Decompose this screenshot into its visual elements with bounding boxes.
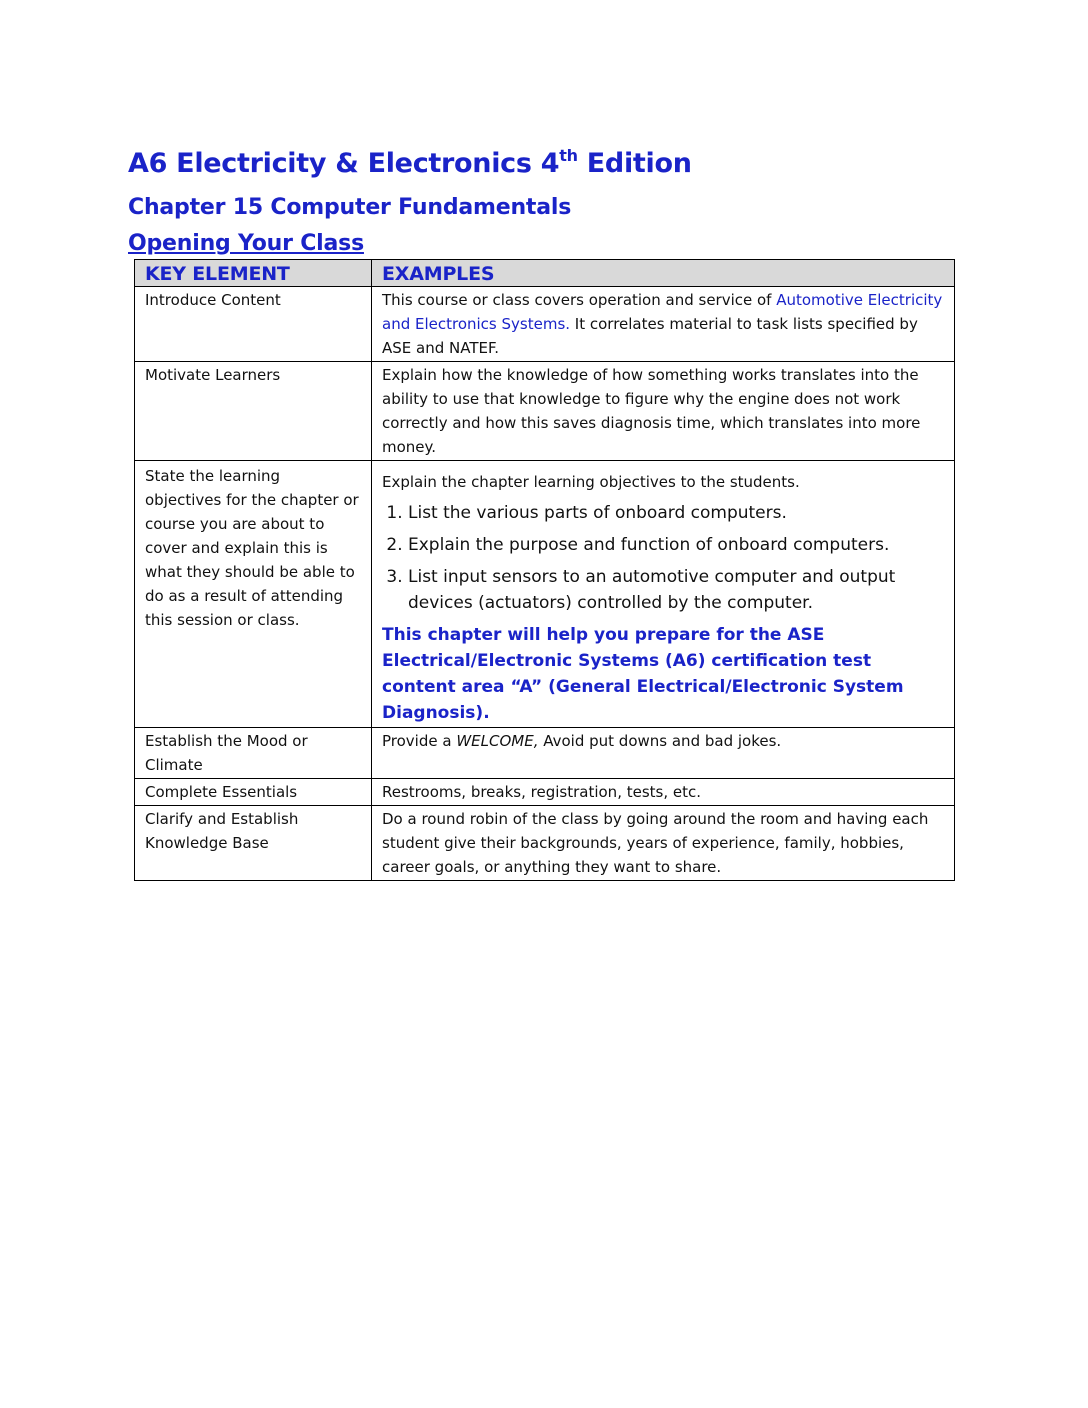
example-text: This course or class covers operation and service of [382, 291, 777, 309]
title-superscript: th [559, 146, 578, 165]
table-row [135, 287, 955, 362]
table-row [135, 362, 955, 461]
table-row [135, 728, 955, 779]
example-highlight: Automotive Electricity and Electronics Systems. [382, 291, 943, 333]
example-text: Avoid put downs and bad jokes. [538, 732, 782, 750]
table-row [135, 461, 955, 728]
key-element-cell: Introduce Content [135, 287, 372, 362]
example-cell: Restrooms, breaks, registration, tests, etc. [372, 779, 955, 806]
chapter-title: Chapter 15 Computer Fundamentals [128, 195, 572, 220]
table-header-row [135, 260, 955, 287]
ase-prep-note: This chapter will help you prepare for the ASE Electrical/Electronic Systems (A6) certification test content area “A” (General Electrical/Electronic System Diagnosis). [382, 625, 904, 723]
table-row [135, 779, 955, 806]
title-main: A6 Electricity & Electronics 4 [128, 148, 560, 179]
objective-item: 3. List input sensors to an automotive computer and output devices (actuators) controlled by the computer. [408, 564, 944, 616]
example-text: It correlates material to task lists specified by ASE and NATEF. [382, 315, 918, 357]
example-emphasis: WELCOME, [456, 732, 539, 750]
example-cell: Explain how the knowledge of how something works translates into the ability to use that knowledge to figure why the engine does not work correctly and how this saves diagnosis time, which translates into more money. [372, 362, 955, 461]
key-element-cell: Motivate Learners [135, 362, 372, 461]
header-examples: EXAMPLES [372, 260, 955, 287]
example-text: Provide a [382, 732, 457, 750]
header-key-element: KEY ELEMENT [135, 260, 372, 287]
key-element-cell: State the learning objectives for the chapter or course you are about to cover and explain this is what they should be able to do as a result of attending this session or class. [135, 461, 372, 728]
objective-item: 2. Explain the purpose and function of onboard computers. [408, 532, 944, 558]
example-cell [372, 728, 955, 779]
example-cell: Do a round robin of the class by going around the room and having each student give their backgrounds, years of experience, family, hobbies, career goals, or anything they want to share. [372, 806, 955, 881]
section-heading-link[interactable]: Opening Your Class [128, 231, 364, 256]
objectives-list [382, 500, 944, 616]
table-row [135, 806, 955, 881]
key-element-cell: Complete Essentials [135, 779, 372, 806]
example-cell [372, 287, 955, 362]
title-end: Edition [577, 148, 692, 179]
key-element-cell: Establish the Mood or Climate [135, 728, 372, 779]
objective-item: 1. List the various parts of onboard computers. [408, 500, 944, 526]
key-element-cell: Clarify and Establish Knowledge Base [135, 806, 372, 881]
document-title [128, 148, 692, 179]
opening-class-table [134, 259, 955, 881]
example-cell [372, 461, 955, 728]
objectives-intro: Explain the chapter learning objectives to the students. [382, 473, 800, 491]
